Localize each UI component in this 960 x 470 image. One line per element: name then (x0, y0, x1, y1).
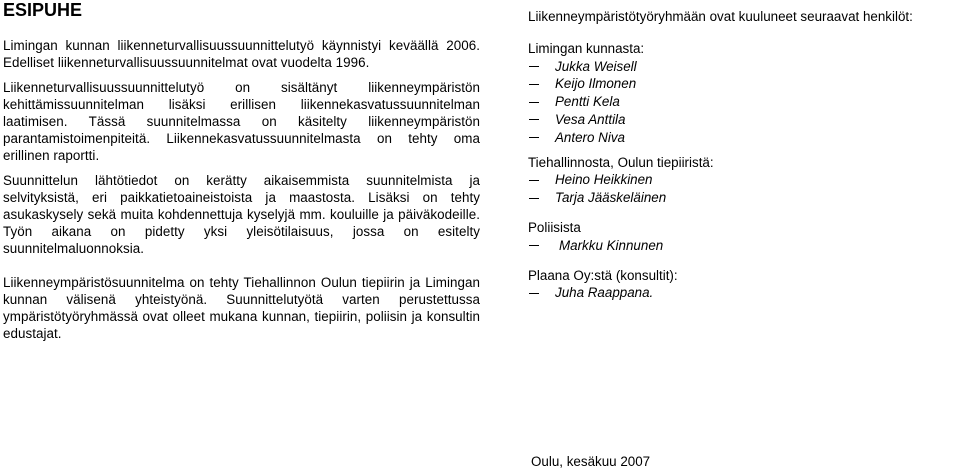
member-item (528, 58, 958, 76)
group-police (528, 219, 958, 255)
dash-bullet-icon (529, 102, 539, 103)
dash-bullet-icon (529, 180, 539, 181)
working-group-column (528, 8, 958, 302)
group-municipality (528, 40, 958, 147)
group-title: Poliisista (528, 219, 581, 235)
group-title: Tiehallinnosta, Oulun tiepiiristä: (528, 154, 714, 170)
dash-bullet-icon (529, 245, 539, 246)
working-group-intro: Liikenneympäristötyöryhmään ovat kuuluneet seuraavat henkilöt: (528, 9, 913, 24)
group-title: Plaana Oy:stä (konsultit): (528, 267, 678, 283)
member-name: Vesa Anttila (555, 111, 626, 127)
member-name: Tarja Jääskeläinen (555, 190, 667, 206)
member-item (528, 284, 958, 302)
dash-bullet-icon (529, 84, 539, 85)
dash-bullet-icon (529, 198, 539, 199)
member-item (528, 171, 958, 189)
member-item (528, 93, 958, 111)
preface-column (3, 0, 480, 342)
dash-bullet-icon (529, 66, 539, 67)
member-name: Antero Niva (555, 129, 625, 145)
member-name: Juha Raappana. (555, 285, 654, 301)
member-item (528, 111, 958, 129)
member-item (528, 237, 958, 255)
member-name: Pentti Kela (555, 94, 620, 110)
paragraph-intro: Limingan kunnan liikenneturvallisuussuunnittelutyö käynnistyi keväällä 2006. Edelliset liikenneturvallisuussuunnitelmat ovat vuodelta 1996. (3, 38, 480, 70)
member-name: Keijo Ilmonen (555, 76, 637, 92)
dash-bullet-icon (529, 293, 539, 294)
paragraph-cooperation: Liikenneympäristösuunnitelma on tehty Tiehallinnon Oulun tiepiirin ja Limingan kunnan välisenä yhteistyönä. Suunnittelutyötä varten perustettussa ympäristötyöryhmässä ovat olleet mukana kunnan, tiepiirin, poliisin ja konsultin edustajat. (3, 275, 480, 341)
dash-bullet-icon (529, 137, 539, 138)
group-consultants (528, 267, 958, 303)
member-item (528, 75, 958, 93)
group-road-administration (528, 154, 958, 207)
member-item (528, 189, 958, 207)
paragraph-sources: Suunnittelun lähtötiedot on kerätty aikaisemmista suunnitelmista ja selvityksistä, eri paikkatietoaineistoista ja maastosta. Lisäksi on tehty asukaskysely sekä muita kohdennettuja kyselyjä mm. kouluille ja päiväkodeille. Työn aikana on pidetty yksi yleisötilaisuus, jossa on esitelty suunnitelmaluonnoksia. (3, 173, 480, 256)
group-title: Limingan kunnasta: (528, 40, 645, 56)
member-item (528, 129, 958, 147)
paragraph-scope: Liikenneturvallisuussuunnittelutyö on sisältänyt liikenneympäristön kehittämissuunnitelman lisäksi erillisen liikennekasvatussuunnitelman laatimisen. Tässä suunnitelmassa on käsitelty liikenneympäristön parantamistoimenpiteitä. Liikennekasvatussuunnitelmasta on tehty oma erillinen raportti. (3, 80, 480, 163)
member-name: Jukka Weisell (555, 58, 637, 74)
page-title: ESIPUHE (3, 0, 83, 20)
dash-bullet-icon (529, 119, 539, 120)
place-date: Oulu, kesäkuu 2007 (531, 454, 651, 469)
member-name: Markku Kinnunen (559, 237, 664, 253)
member-name: Heino Heikkinen (555, 172, 653, 188)
